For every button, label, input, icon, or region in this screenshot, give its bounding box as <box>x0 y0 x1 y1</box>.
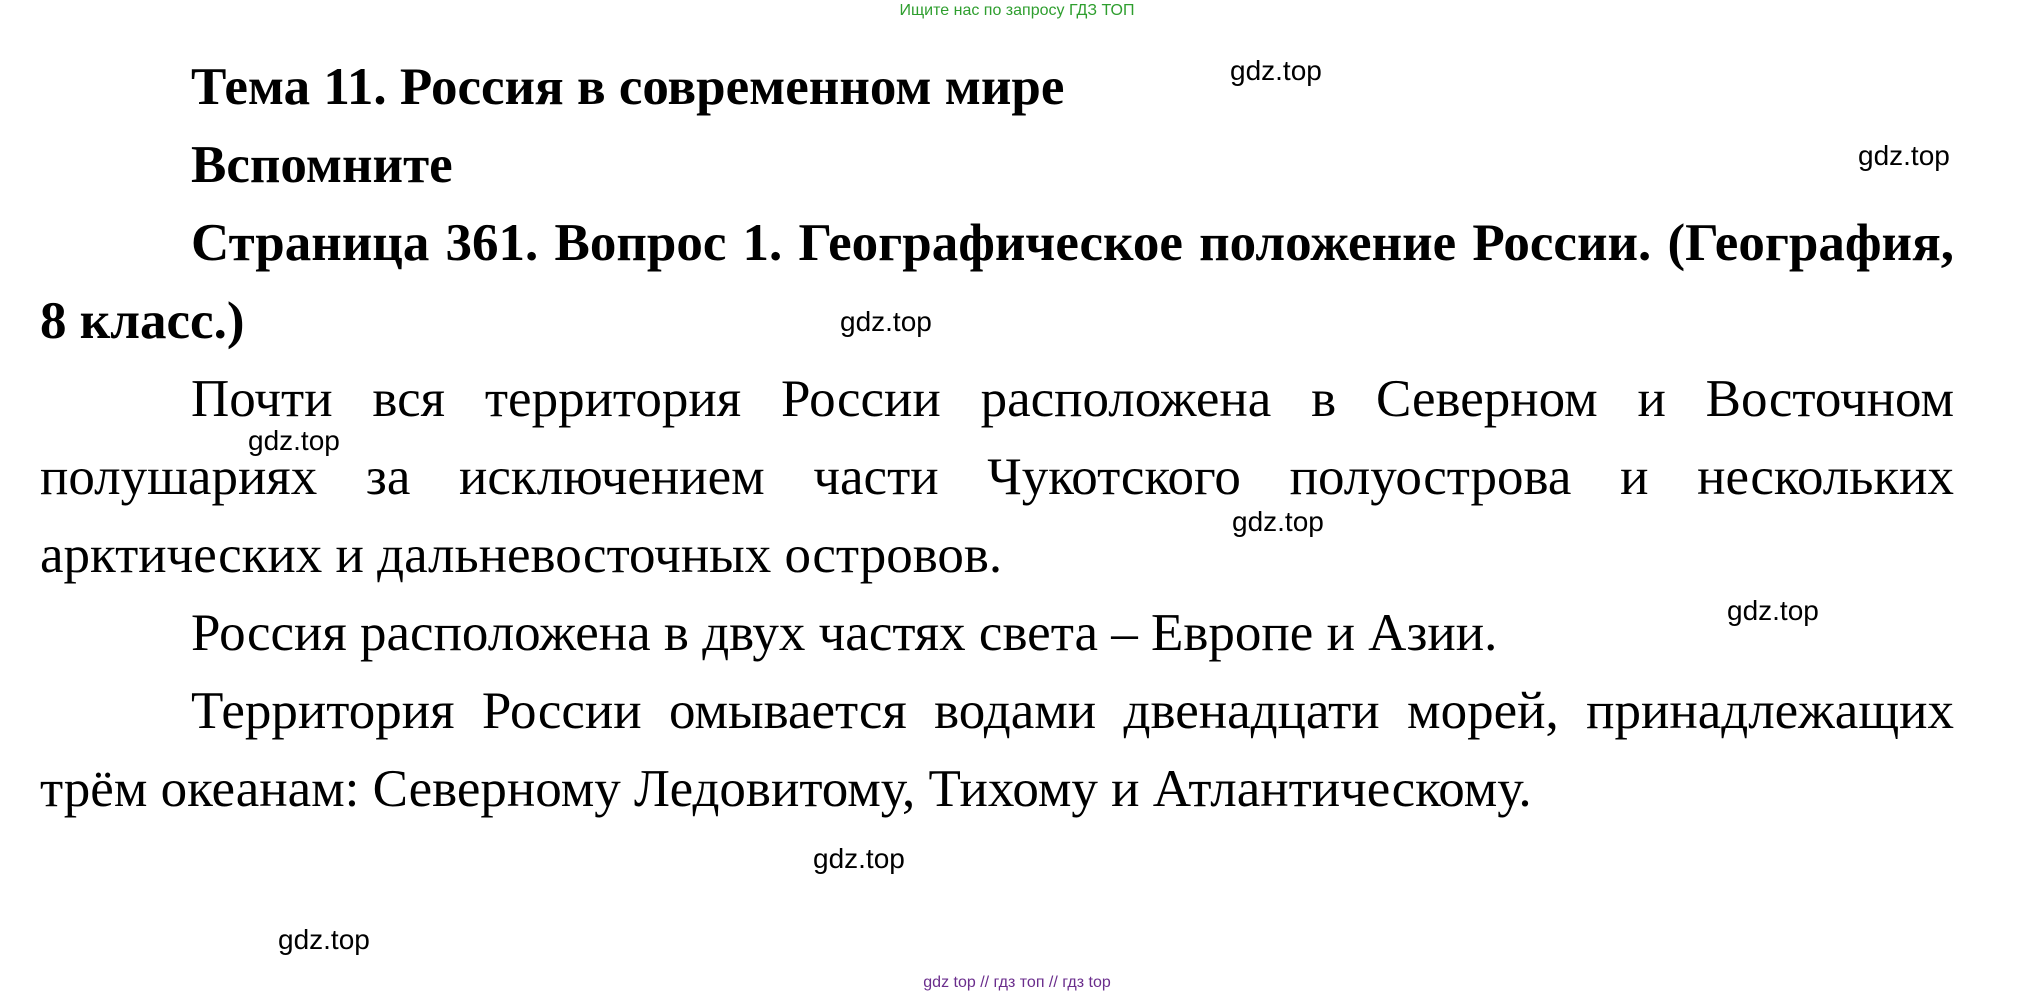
watermark: gdz.top <box>1230 55 1322 86</box>
watermark: gdz.top <box>1858 140 1950 171</box>
top-banner: Ищите нас по запросу ГДЗ ТОП <box>899 2 1135 19</box>
watermark: gdz.top <box>248 425 340 456</box>
answer-paragraph-1: Почти вся территория России расположена в Северном и Восточном полушариях за исключением части Чукотского полуострова и нескольких арктических и дальневосточных островов. <box>40 370 1954 584</box>
watermark: gdz.top <box>813 843 905 874</box>
watermark: gdz.top <box>840 306 932 337</box>
answer-paragraph-3: Территория России омывается водами двенадцати морей, принадлежащих трём океанам: Северному Ледовитому, Тихому и Атлантическому. <box>40 682 1954 818</box>
page-title: Тема 11. Россия в современном мире <box>191 58 1065 116</box>
answer-paragraph-2: Россия расположена в двух частях света – Европе и Азии. <box>191 604 1498 662</box>
footer-links: gdz top // гдз топ // гдз top <box>923 974 1111 991</box>
section-subtitle: Вспомните <box>191 136 453 194</box>
watermark: gdz.top <box>1727 595 1819 626</box>
watermark: gdz.top <box>1232 506 1324 537</box>
question-heading: Страница 361. Вопрос 1. Географическое положение России. (География, 8 класс.) <box>40 214 1954 350</box>
watermark: gdz.top <box>278 924 370 955</box>
